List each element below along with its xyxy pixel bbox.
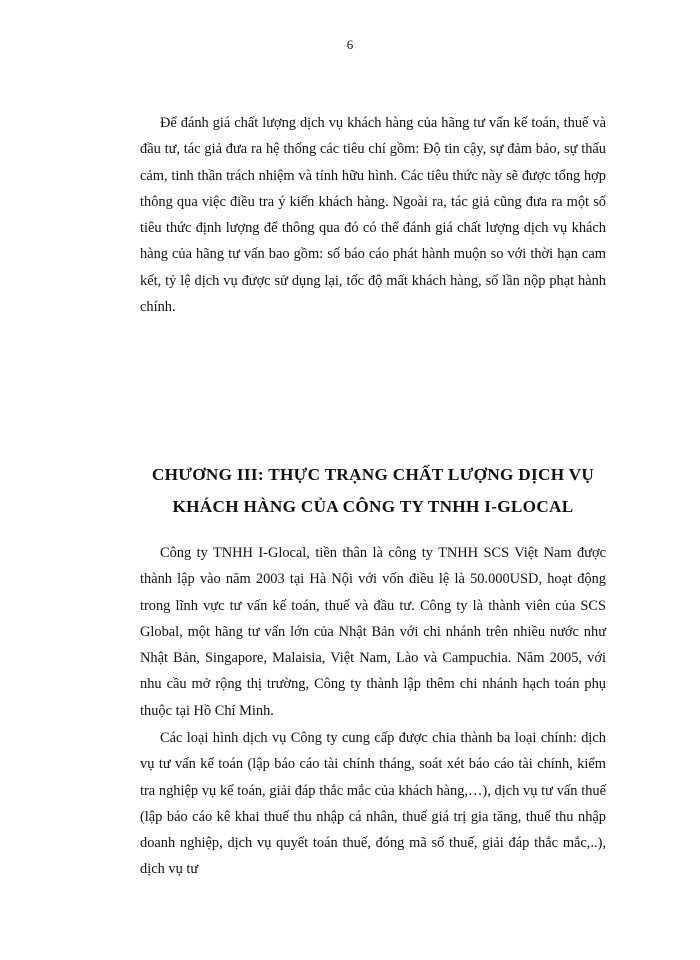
- paragraph-company-history: Công ty TNHH I-Glocal, tiền thân là công ty TNHH SCS Việt Nam được thành lập vào năm 2003 tại Hà Nội với vốn điều lệ là 50.000USD, hoạt động trong lĩnh vực tư vấn kế toán, thuế và đầu tư. Công ty là thành viên của SCS Global, một hãng tư vấn lớn của Nhật Bản với chi nhánh trên nhiều nước như Nhật Bản, Singapore, Malaisia, Việt Nam, Lào và Campuchia. Năm 2005, với nhu cầu mở rộng thị trường, Công ty thành lập thêm chi nhánh hạch toán phụ thuộc tại Hồ Chí Minh.: [140, 545, 606, 719]
- chapter-heading-line-1: CHƯƠNG III: THỰC TRẠNG CHẤT LƯỢNG DỊCH VỤ: [151, 465, 595, 484]
- page-number: 6: [346, 37, 354, 52]
- paragraph-service-types: Các loại hình dịch vụ Công ty cung cấp được chia thành ba loại chính: dịch vụ tư vấn kế toán (lập báo cáo tài chính tháng, soát xét báo cáo tài chính, kiểm tra nghiệp vụ kế toán, giải đáp thắc mắc của khách hàng,…), dịch vụ tư vấn thuế (lập báo cáo kê khai thuế thu nhập cá nhân, thuế giá trị gia tăng, thuế thu nhập doanh nghiệp, dịch vụ quyết toán thuế, đóng mã số thuế, giải đáp thắc mắc,..), dịch vụ tư: [140, 730, 606, 878]
- chapter-heading-line-2: KHÁCH HÀNG CỦA CÔNG TY TNHH I-GLOCAL: [172, 497, 574, 516]
- paragraph-evaluation-criteria: Để đánh giá chất lượng dịch vụ khách hàng của hãng tư vấn kế toán, thuế và đầu tư, tác giả đưa ra hệ thống các tiêu chí gồm: Độ tin cậy, sự đảm bảo, sự thấu cảm, tinh thần trách nhiệm và tính hữu hình. Các tiêu thức này sẽ được tổng hợp thông qua việc điều tra ý kiến khách hàng. Ngoài ra, tác giả cũng đưa ra một số tiêu thức định lượng để thông qua đó có thể đánh giá chất lượng dịch vụ khách hàng của hãng tư vấn bao gồm: số báo cáo phát hành muộn so với thời hạn cam kết, tỷ lệ dịch vụ được sử dụng lại, tốc độ mất khách hàng, số lần nộp phạt hành chính.: [140, 115, 606, 316]
- chapter-heading: [120, 459, 626, 523]
